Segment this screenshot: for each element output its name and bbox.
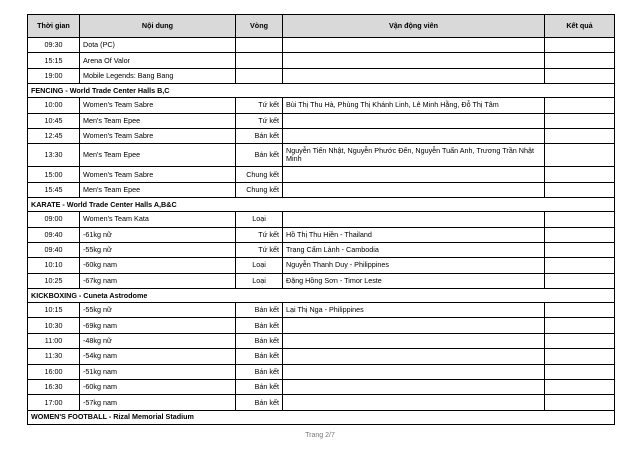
table-row [28, 242, 615, 257]
cell-content: Women's Team Kata [80, 212, 236, 227]
table-row [28, 144, 615, 167]
table-row [28, 273, 615, 288]
cell-athletes [283, 113, 545, 128]
cell-content: Men's Team Epee [80, 113, 236, 128]
cell-content: -54kg nam [80, 349, 236, 364]
cell-athletes: Trang Cẩm Lành - Cambodia [283, 242, 545, 257]
cell-content: -61kg nữ [80, 227, 236, 242]
cell-content: -60kg nam [80, 380, 236, 395]
cell-athletes [283, 68, 545, 83]
header-row [28, 15, 615, 38]
cell-time: 09:00 [28, 212, 80, 227]
cell-round: Bán kết [236, 318, 283, 333]
table-row [28, 128, 615, 143]
table-row [28, 364, 615, 379]
cell-content: -51kg nam [80, 364, 236, 379]
cell-round [236, 38, 283, 53]
cell-result [545, 53, 615, 68]
cell-result [545, 212, 615, 227]
section-title: KARATE - World Trade Center Halls A,B&C [28, 198, 615, 212]
section-title: KICKBOXING - Cuneta Astrodome [28, 289, 615, 303]
cell-time: 15:15 [28, 53, 80, 68]
section-title: FENCING - World Trade Center Halls B,C [28, 84, 615, 98]
cell-round: Loại [236, 273, 283, 288]
cell-content: Mobile Legends: Bang Bang [80, 68, 236, 83]
cell-result [545, 227, 615, 242]
table-row [28, 333, 615, 348]
cell-round [236, 68, 283, 83]
cell-round: Tứ kết [236, 242, 283, 257]
cell-result [545, 364, 615, 379]
cell-result [545, 182, 615, 197]
cell-result [545, 303, 615, 318]
cell-athletes [283, 333, 545, 348]
cell-time: 10:15 [28, 303, 80, 318]
cell-content: Men's Team Epee [80, 144, 236, 167]
section-header [28, 84, 615, 98]
cell-result [545, 144, 615, 167]
cell-time: 10:45 [28, 113, 80, 128]
table-row [28, 68, 615, 83]
cell-athletes: Bùi Thị Thu Hà, Phùng Thị Khánh Linh, Lê Minh Hằng, Đỗ Thị Tâm [283, 98, 545, 113]
table-row [28, 227, 615, 242]
cell-round: Bán kết [236, 395, 283, 410]
cell-content: -57kg nam [80, 395, 236, 410]
cell-athletes [283, 349, 545, 364]
table-row [28, 113, 615, 128]
cell-athletes [283, 128, 545, 143]
cell-content: Men's Team Epee [80, 182, 236, 197]
cell-content: Women's Team Sabre [80, 167, 236, 182]
cell-round: Tứ kết [236, 227, 283, 242]
cell-time: 15:45 [28, 182, 80, 197]
cell-round: Tứ kết [236, 98, 283, 113]
section-header [28, 410, 615, 424]
cell-athletes [283, 395, 545, 410]
cell-result [545, 98, 615, 113]
header-round: Vòng [236, 15, 283, 38]
cell-round: Chung kết [236, 182, 283, 197]
cell-result [545, 349, 615, 364]
cell-time: 10:25 [28, 273, 80, 288]
table-row [28, 53, 615, 68]
table-row [28, 349, 615, 364]
table-row [28, 258, 615, 273]
cell-content: -60kg nam [80, 258, 236, 273]
cell-result [545, 273, 615, 288]
table-row [28, 98, 615, 113]
cell-athletes [283, 167, 545, 182]
cell-athletes: Lại Thị Nga - Philippines [283, 303, 545, 318]
cell-athletes [283, 318, 545, 333]
cell-result [545, 242, 615, 257]
cell-round: Bán kết [236, 144, 283, 167]
table-row [28, 380, 615, 395]
cell-time: 13:30 [28, 144, 80, 167]
cell-content: -69kg nam [80, 318, 236, 333]
cell-result [545, 38, 615, 53]
cell-result [545, 395, 615, 410]
cell-round: Bán kết [236, 380, 283, 395]
cell-result [545, 68, 615, 83]
cell-content: -48kg nữ [80, 333, 236, 348]
cell-athletes: Nguyễn Thanh Duy - Philippines [283, 258, 545, 273]
table-row [28, 167, 615, 182]
cell-athletes: Hồ Thị Thu Hiền - Thailand [283, 227, 545, 242]
cell-round: Bán kết [236, 349, 283, 364]
cell-athletes [283, 380, 545, 395]
section-header [28, 289, 615, 303]
cell-content: Dota (PC) [80, 38, 236, 53]
cell-result [545, 380, 615, 395]
cell-content: -67kg nam [80, 273, 236, 288]
cell-round: Bán kết [236, 333, 283, 348]
cell-result [545, 128, 615, 143]
header-time: Thời gian [28, 15, 80, 38]
cell-athletes [283, 182, 545, 197]
section-title: WOMEN'S FOOTBALL - Rizal Memorial Stadium [28, 410, 615, 424]
cell-time: 09:40 [28, 242, 80, 257]
cell-time: 09:30 [28, 38, 80, 53]
cell-round: Tứ kết [236, 113, 283, 128]
cell-time: 11:30 [28, 349, 80, 364]
table-row [28, 212, 615, 227]
cell-round [236, 53, 283, 68]
cell-result [545, 258, 615, 273]
section-header [28, 198, 615, 212]
cell-time: 12:45 [28, 128, 80, 143]
cell-time: 15:00 [28, 167, 80, 182]
schedule-body [28, 38, 615, 425]
cell-time: 10:30 [28, 318, 80, 333]
cell-time: 17:00 [28, 395, 80, 410]
cell-athletes [283, 212, 545, 227]
table-row [28, 38, 615, 53]
schedule-table [27, 14, 615, 425]
cell-athletes [283, 364, 545, 379]
cell-content: Women's Team Sabre [80, 128, 236, 143]
header-result: Kết quả [545, 15, 615, 38]
cell-round: Bán kết [236, 128, 283, 143]
cell-time: 19:00 [28, 68, 80, 83]
table-row [28, 318, 615, 333]
cell-round: Bán kết [236, 364, 283, 379]
cell-time: 16:00 [28, 364, 80, 379]
cell-content: Arena Of Valor [80, 53, 236, 68]
cell-time: 10:10 [28, 258, 80, 273]
cell-result [545, 333, 615, 348]
cell-result [545, 113, 615, 128]
cell-time: 09:40 [28, 227, 80, 242]
cell-athletes: Đặng Hồng Sơn - Timor Leste [283, 273, 545, 288]
table-row [28, 182, 615, 197]
cell-result [545, 318, 615, 333]
cell-content: -55kg nữ [80, 303, 236, 318]
cell-content: -55kg nữ [80, 242, 236, 257]
header-athletes: Vận động viên [283, 15, 545, 38]
table-row [28, 395, 615, 410]
cell-time: 16:30 [28, 380, 80, 395]
cell-time: 11:00 [28, 333, 80, 348]
cell-round: Chung kết [236, 167, 283, 182]
page-number: Trang 2/7 [305, 432, 335, 439]
cell-athletes [283, 38, 545, 53]
table-row [28, 303, 615, 318]
cell-round: Loại [236, 258, 283, 273]
cell-athletes [283, 53, 545, 68]
cell-round: Bán kết [236, 303, 283, 318]
cell-time: 10:00 [28, 98, 80, 113]
cell-content: Women's Team Sabre [80, 98, 236, 113]
cell-athletes: Nguyễn Tiến Nhật, Nguyễn Phước Đến, Nguyễn Tuấn Anh, Trương Trần Nhật Minh [283, 144, 545, 167]
cell-result [545, 167, 615, 182]
header-content: Nội dung [80, 15, 236, 38]
cell-round: Loại [236, 212, 283, 227]
